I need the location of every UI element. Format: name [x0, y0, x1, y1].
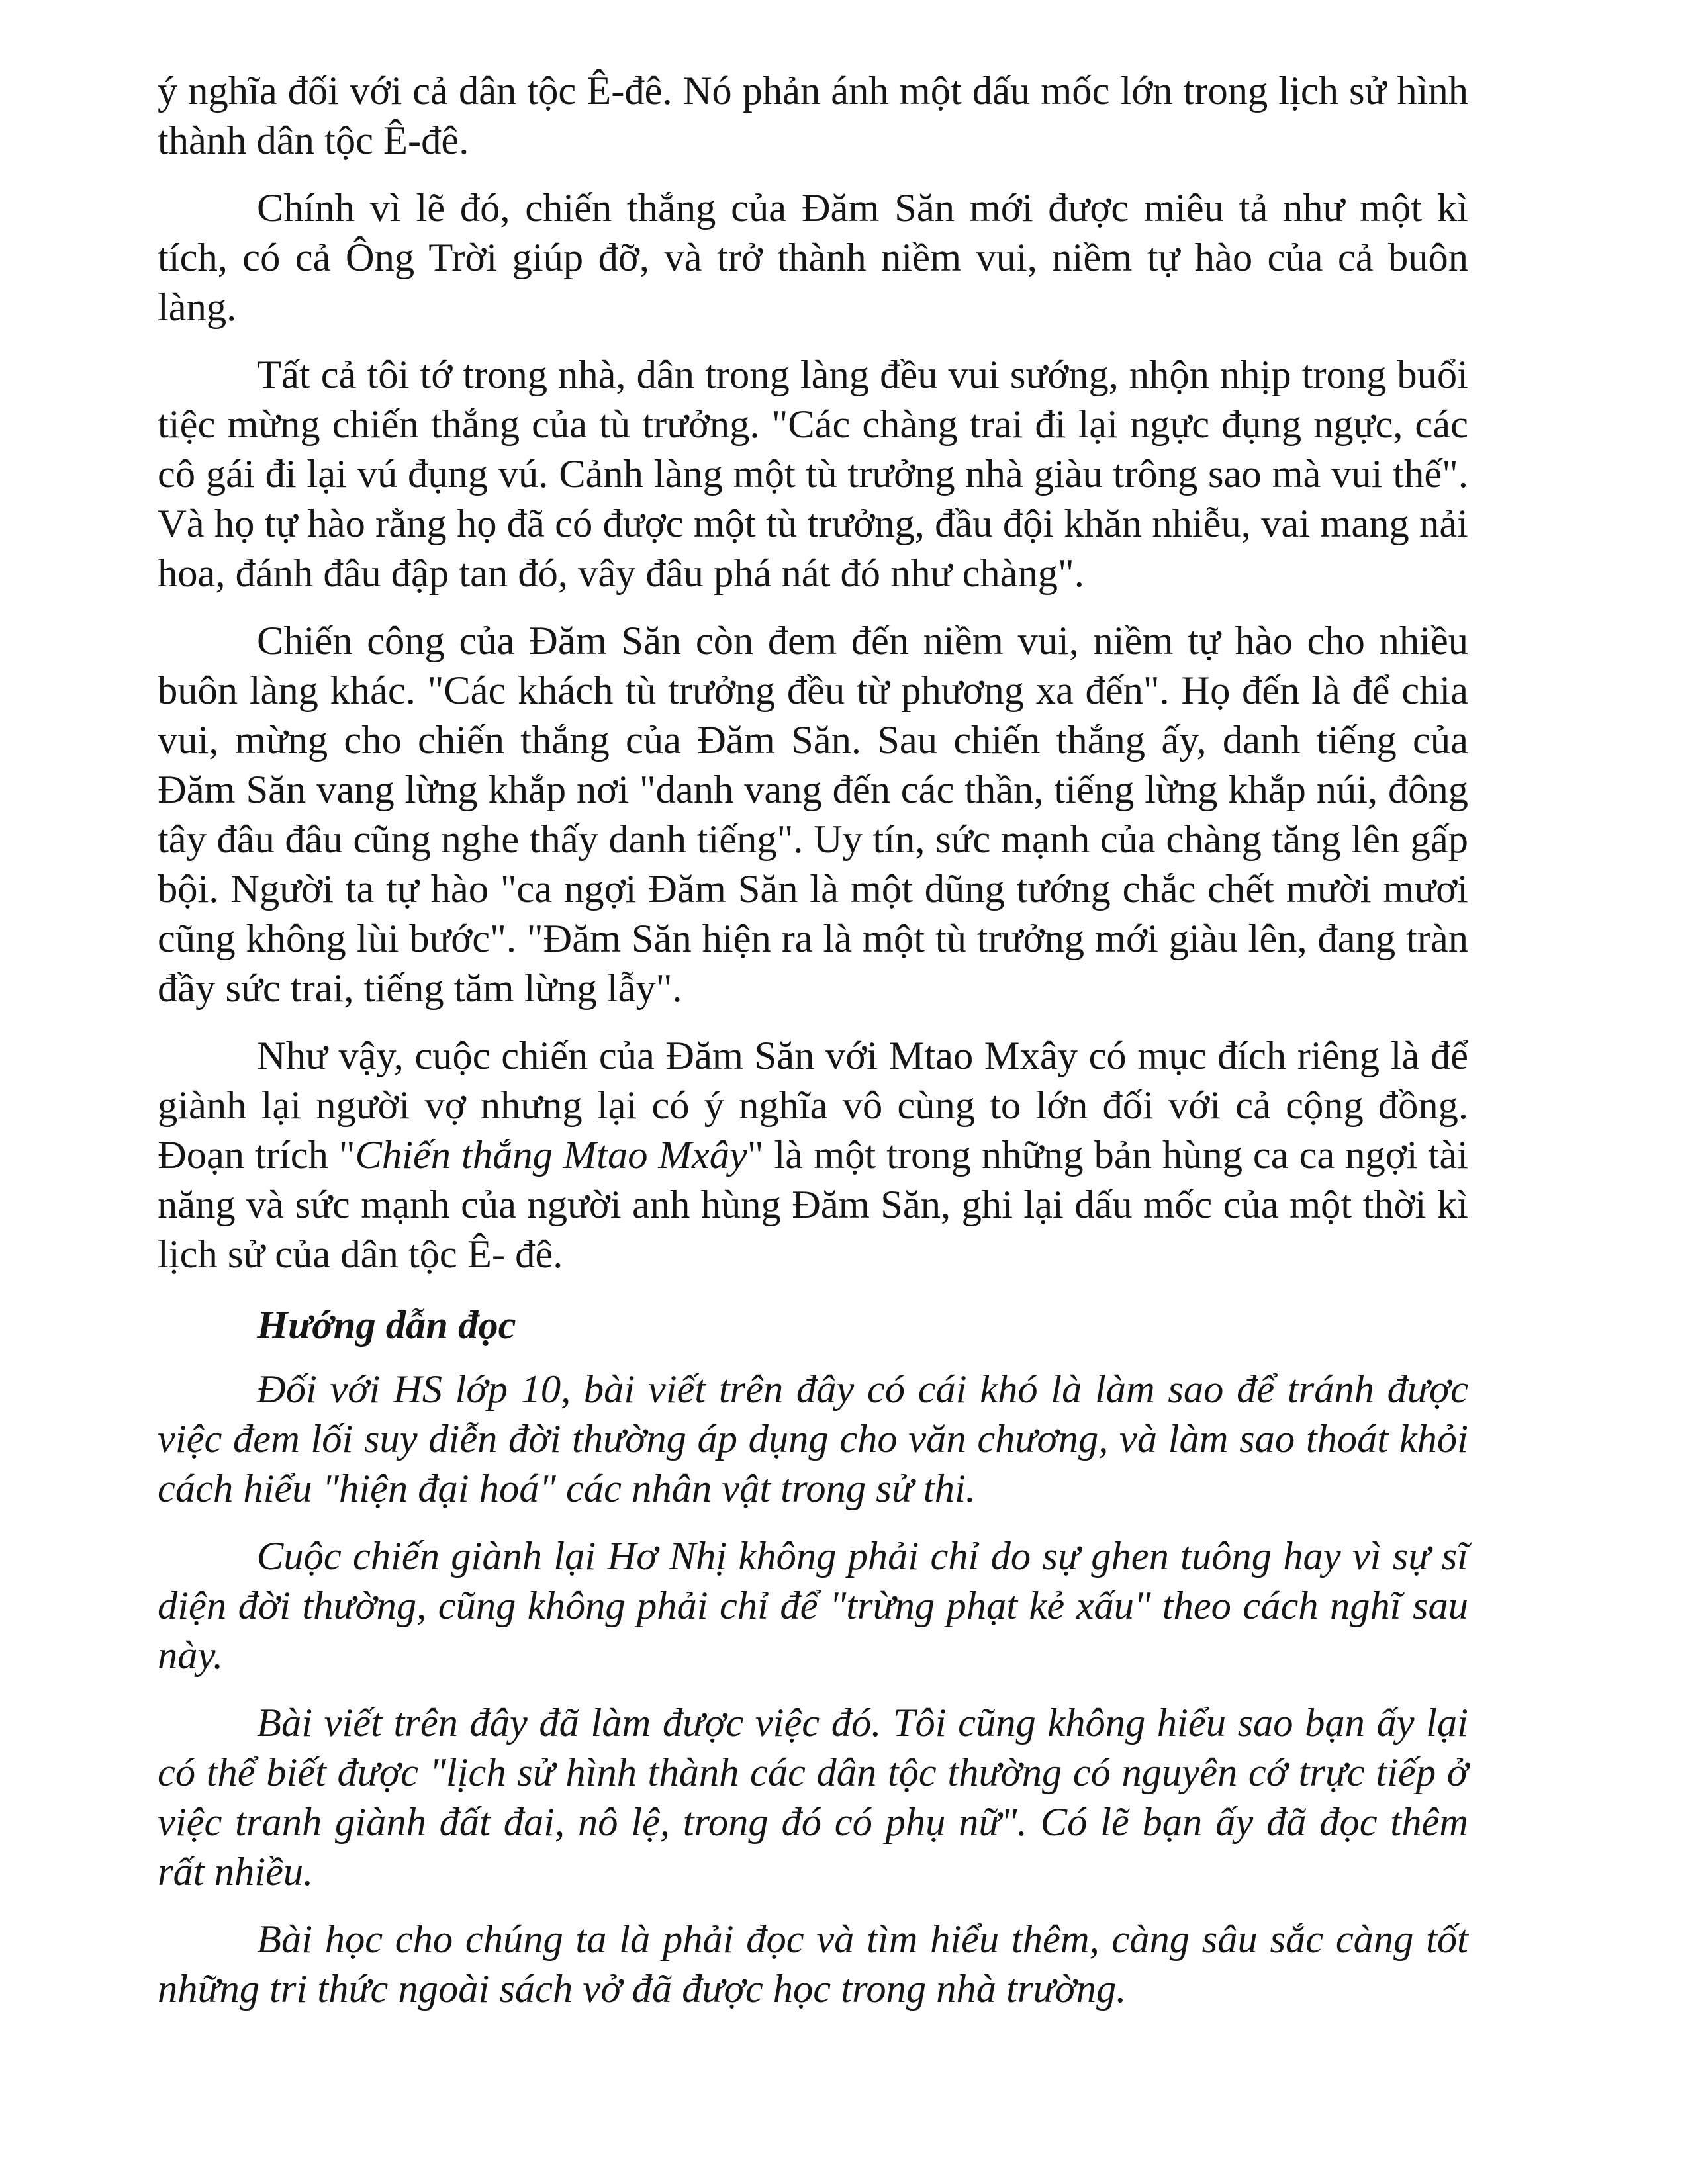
- paragraph-0: [158, 66, 1468, 165]
- guide-section: [158, 1365, 1468, 2014]
- paragraph-4-text-a: Như vậy, cuộc chiến của Đăm Săn với Mtao Mxây có mục đích riêng là để giành lại người vợ nhưng lại có ý nghĩa vô cùng to lớn đối với cả cộng đồng. Đoạn trích ": [158, 1034, 1468, 1177]
- paragraph-2-text: Tất cả tôi tớ trong nhà, dân trong làng đều vui sướng, nhộn nhịp trong buổi tiệc mừng chiến thắng của tù trưởng. "Các chàng trai đi lại ngực đụng ngực, các cô gái đi lại vú đụng vú. Cảnh làng một tù trưởng nhà giàu trông sao mà vui thế". Và họ tự hào rằng họ đã có được một tù trưởng, đầu đội khăn nhiễu, vai mang nải hoa, đánh đâu đập tan đó, vây đâu phá nát đó như chàng".: [158, 353, 1468, 596]
- paragraph-1: [158, 183, 1468, 332]
- paragraph-4-title-italic: Chiến thắng Mtao Mxây: [355, 1133, 747, 1177]
- paragraph-1-text: Chính vì lẽ đó, chiến thắng của Đăm Săn mới được miêu tả như một kì tích, có cả Ông Trời giúp đỡ, và trở thành niềm vui, niềm tự hào của cả buôn làng.: [158, 186, 1468, 330]
- document-page: [158, 66, 1468, 2014]
- guide-paragraph-3: Bài học cho chúng ta là phải đọc và tìm hiểu thêm, càng sâu sắc càng tốt những tri thức ngoài sách vở đã được học trong nhà trường.: [158, 1917, 1468, 2011]
- paragraph-0-text: ý nghĩa đối với cả dân tộc Ê-đê. Nó phản ánh một dấu mốc lớn trong lịch sử hình thành dân tộc Ê-đê.: [158, 69, 1468, 163]
- paragraph-4-text-b: " là một trong những bản hùng ca ca ngợi tài năng và sức mạnh của người anh hùng Đăm Săn, ghi lại dấu mốc của một thời kì lịch sử của dân tộc Ê- đê.: [158, 1133, 1468, 1277]
- paragraph-4: [158, 1031, 1468, 1279]
- paragraph-2: [158, 350, 1468, 598]
- guide-paragraph-0: Đối với HS lớp 10, bài viết trên đây có cái khó là làm sao để tránh được việc đem lối suy diễn đời thường áp dụng cho văn chương, và làm sao thoát khỏi cách hiểu "hiện đại hoá" các nhân vật trong sử thi.: [158, 1367, 1468, 1511]
- guide-paragraph-1: Cuộc chiến giành lại Hơ Nhị không phải chỉ do sự ghen tuông hay vì sự sĩ diện đời thường, cũng không phải chỉ để "trừng phạt kẻ xấu" theo cách nghĩ sau này.: [158, 1534, 1468, 1678]
- guide-paragraph-2: Bài viết trên đây đã làm được việc đó. Tôi cũng không hiểu sao bạn ấy lại có thể biết được "lịch sử hình thành các dân tộc thường có nguyên cớ trực tiếp ở việc tranh giành đất đai, nô lệ, trong đó có phụ nữ". Có lẽ bạn ấy đã đọc thêm rất nhiều.: [158, 1701, 1468, 1894]
- paragraph-3: [158, 616, 1468, 1013]
- paragraph-3-text: Chiến công của Đăm Săn còn đem đến niềm vui, niềm tự hào cho nhiều buôn làng khác. "Các khách tù trưởng đều từ phương xa đến". Họ đến là để chia vui, mừng cho chiến thắng của Đăm Săn. Sau chiến thắng ấy, danh tiếng của Đăm Săn vang lừng khắp nơi "danh vang đến các thần, tiếng lừng khắp núi, đông tây đâu đâu cũng nghe thấy danh tiếng". Uy tín, sức mạnh của chàng tăng lên gấp bội. Người ta tự hào "ca ngợi Đăm Săn là một dũng tướng chắc chết mười mươi cũng không lùi bước". "Đăm Săn hiện ra là một tù trưởng mới giàu lên, đang tràn đầy sức trai, tiếng tăm lừng lẫy".: [158, 619, 1468, 1011]
- section-heading: Hướng dẫn đọc: [257, 1303, 516, 1347]
